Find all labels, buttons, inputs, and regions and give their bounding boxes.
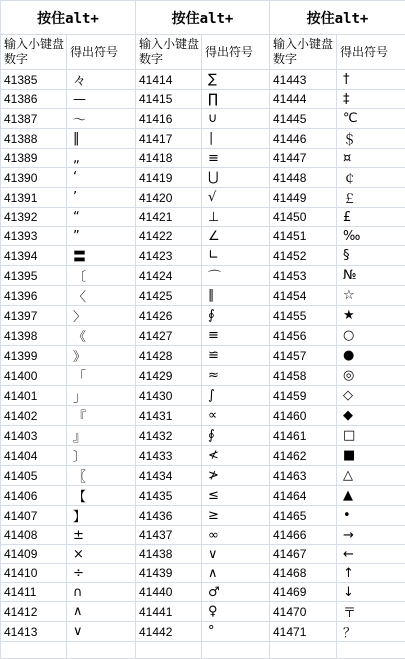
symbol-cell: 》 [67,346,136,366]
alt-code-cell: 41444 [270,90,337,109]
alt-code-cell: 41432 [136,426,202,446]
alt-code-cell: 41469 [270,583,337,602]
alt-code-cell: 41470 [270,602,337,622]
alt-code-cell: 41440 [136,583,202,602]
alt-code-cell: 41446 [270,129,337,149]
table-row [1,266,405,286]
symbol-cell: ≤ [202,486,270,506]
title-row [1,1,405,35]
code-column-header: 输入小键盘数字 [1,35,67,70]
alt-code-cell: 41418 [136,149,202,168]
table-row [1,506,405,526]
symbol-cell: ∨ [202,545,270,564]
alt-code-cell: 41471 [270,622,337,642]
symbol-cell: ○ [337,326,405,346]
table-row [1,526,405,545]
alt-code-cell: 41420 [136,188,202,208]
table-row [1,426,405,446]
alt-code-cell: 41419 [136,168,202,188]
alt-code-cell: 41415 [136,90,202,109]
symbol-cell: ∏ [202,90,270,109]
table-row [1,583,405,602]
group-title: 按住alt+ [270,1,405,35]
symbol-cell: ◎ [337,366,405,386]
alt-code-cell: 41459 [270,386,337,406]
symbol-cell: § [337,246,405,266]
alt-code-cell: 41427 [136,326,202,346]
table-row [1,446,405,466]
alt-code-cell: 41438 [136,545,202,564]
symbol-cell: ∠ [202,227,270,246]
alt-code-cell: 41433 [136,446,202,466]
alt-code-cell: 41441 [136,602,202,622]
symbol-cell: 『 [67,406,136,426]
alt-code-cell: 41401 [1,386,67,406]
table-row [1,366,405,386]
alt-code-cell: 41442 [136,622,202,642]
symbol-cell: ■ [337,446,405,466]
empty-cell [67,642,136,659]
alt-code-cell: 41391 [1,188,67,208]
alt-code-cell: 41468 [270,564,337,583]
alt-code-cell: 41387 [1,109,67,129]
alt-code-cell: 41436 [136,506,202,526]
table-row [1,386,405,406]
symbol-cell: ▲ [337,486,405,506]
symbol-cell: × [67,545,136,564]
symbol-cell: ＄ [337,129,405,149]
table-row [1,622,405,642]
symbol-cell: ± [67,526,136,545]
alt-code-cell: 41450 [270,208,337,227]
empty-cell [337,642,405,659]
symbol-cell: ∩ [67,583,136,602]
table-row [1,545,405,564]
empty-cell [202,642,270,659]
symbol-cell: ∑ [202,70,270,90]
symbol-cell: ” [67,227,136,246]
table-row [1,168,405,188]
symbol-cell: ≌ [202,346,270,366]
symbol-cell: ∞ [202,526,270,545]
alt-code-cell: 41460 [270,406,337,426]
alt-code-cell: 41398 [1,326,67,346]
alt-code-cell: 41421 [136,208,202,227]
alt-code-cell: 41411 [1,583,67,602]
symbol-cell: 《 [67,326,136,346]
alt-code-cell: 41392 [1,208,67,227]
symbol-cell: √ [202,188,270,208]
alt-code-cell: 41445 [270,109,337,129]
alt-code-cell: 41464 [270,486,337,506]
symbol-cell: 【 [67,486,136,506]
alt-code-cell: 41458 [270,366,337,386]
symbol-cell: ∣ [202,129,270,149]
alt-code-cell: 41447 [270,149,337,168]
alt-code-cell: 41403 [1,426,67,446]
alt-code-cell: 41457 [270,346,337,366]
alt-code-cell: 41452 [270,246,337,266]
table-row [1,602,405,622]
symbol-cell: ⋃ [202,168,270,188]
alt-code-cell: 41397 [1,306,67,326]
table-row [1,406,405,426]
symbol-cell: • [337,506,405,526]
alt-code-cell: 41405 [1,466,67,486]
symbol-cell: 々 [67,70,136,90]
symbol-cell: ≥ [202,506,270,526]
table-row [1,326,405,346]
symbol-cell: ～ [67,109,136,129]
symbol-cell: £ [337,208,405,227]
symbol-cell: ‡ [337,90,405,109]
alt-code-cell: 41399 [1,346,67,366]
table-row [1,109,405,129]
symbol-cell: ≈ [202,366,270,386]
group-title: 按住alt+ [136,1,270,35]
group-title: 按住alt+ [1,1,136,35]
symbol-cell: ∨ [67,622,136,642]
alt-code-cell: 41395 [1,266,67,286]
symbol-cell: ∮ [202,306,270,326]
alt-code-cell: 41396 [1,286,67,306]
empty-cell [136,642,202,659]
symbol-cell: ∟ [202,246,270,266]
table-row [1,306,405,326]
alt-code-cell: 41429 [136,366,202,386]
alt-code-cell: 41408 [1,526,67,545]
symbol-cell: ◆ [337,406,405,426]
table-row [1,208,405,227]
alt-code-cell: 41448 [270,168,337,188]
symbol-cell: 〉 [67,306,136,326]
empty-cell [270,642,337,659]
symbol-cell: ‘ [67,168,136,188]
alt-code-cell: 41428 [136,346,202,366]
alt-code-cell: 41456 [270,326,337,346]
symbol-cell: ♂ [202,583,270,602]
alt-code-cell: 41410 [1,564,67,583]
alt-code-cell: 41423 [136,246,202,266]
symbol-cell: ⊥ [202,208,270,227]
alt-code-cell: 41439 [136,564,202,583]
empty-row [1,642,405,659]
alt-code-cell: 41461 [270,426,337,446]
alt-code-cell: 41462 [270,446,337,466]
symbol-cell: ♀ [202,602,270,622]
symbol-cell: ¤ [337,149,405,168]
symbol-cell: ∝ [202,406,270,426]
alt-code-cell: 41425 [136,286,202,306]
alt-code-cell: 41386 [1,90,67,109]
symbol-cell: ∧ [202,564,270,583]
table-row [1,70,405,90]
symbol-cell: ？ [337,622,405,642]
symbol-cell: ￡ [337,188,405,208]
symbol-cell: 〔 [67,266,136,286]
symbol-cell: ÷ [67,564,136,583]
symbol-cell: ∪ [202,109,270,129]
symbol-cell: ● [337,346,405,366]
symbol-cell: → [337,526,405,545]
alt-code-cell: 41390 [1,168,67,188]
symbol-cell: ← [337,545,405,564]
alt-code-cell: 41402 [1,406,67,426]
alt-code-cell: 41449 [270,188,337,208]
alt-code-cell: 41416 [136,109,202,129]
alt-code-cell: 41393 [1,227,67,246]
alt-code-cell: 41414 [136,70,202,90]
symbol-cell: 〓 [67,246,136,266]
symbol-cell: ≯ [202,466,270,486]
symbol-cell: 」 [67,386,136,406]
symbol-cell: 】 [67,506,136,526]
table-row [1,149,405,168]
table-row [1,346,405,366]
alt-code-cell: 41417 [136,129,202,149]
symbol-cell: ↓ [337,583,405,602]
code-column-header: 输入小键盘数字 [136,35,202,70]
header-row [1,35,405,70]
symbol-cell: ◇ [337,386,405,406]
alt-code-cell: 41404 [1,446,67,466]
alt-code-cell: 41454 [270,286,337,306]
table-row [1,466,405,486]
alt-code-cell: 41388 [1,129,67,149]
symbol-cell: 「 [67,366,136,386]
symbol-cell: ‰ [337,227,405,246]
symbol-cell: ‖ [67,129,136,149]
alt-code-cell: 41422 [136,227,202,246]
symbol-column-header: 得出符号 [337,35,405,70]
alt-code-cell: 41389 [1,149,67,168]
symbol-cell: ℃ [337,109,405,129]
symbol-cell: 〖 [67,466,136,486]
alt-code-cell: 41385 [1,70,67,90]
symbol-cell: ∮ [202,426,270,446]
symbol-cell: △ [337,466,405,486]
alt-code-cell: 41463 [270,466,337,486]
table-row [1,129,405,149]
symbol-cell: 〒 [337,602,405,622]
symbol-cell: — [67,90,136,109]
symbol-cell: ° [202,622,270,642]
alt-code-cell: 41394 [1,246,67,266]
symbol-cell: † [337,70,405,90]
symbol-cell: 〕 [67,446,136,466]
symbol-cell: ￠ [337,168,405,188]
alt-code-cell: 41437 [136,526,202,545]
symbol-cell: ≮ [202,446,270,466]
symbol-column-header: 得出符号 [67,35,136,70]
alt-code-cell: 41451 [270,227,337,246]
table-row [1,564,405,583]
alt-code-cell: 41412 [1,602,67,622]
symbol-cell: ≡ [202,149,270,168]
alt-code-cell: 41465 [270,506,337,526]
symbol-cell: “ [67,208,136,227]
table-row [1,90,405,109]
empty-cell [1,642,67,659]
symbol-cell: 〈 [67,286,136,306]
symbol-cell: ’ [67,188,136,208]
symbol-cell: □ [337,426,405,446]
table-row [1,188,405,208]
alt-code-cell: 41466 [270,526,337,545]
alt-code-cell: 41435 [136,486,202,506]
alt-code-cell: 41434 [136,466,202,486]
alt-code-cell: 41407 [1,506,67,526]
table-row [1,227,405,246]
symbol-cell: № [337,266,405,286]
symbol-cell: ∥ [202,286,270,306]
symbol-cell: ⌒ [202,266,270,286]
alt-code-cell: 41455 [270,306,337,326]
symbol-column-header: 得出符号 [202,35,270,70]
alt-code-cell: 41424 [136,266,202,286]
symbol-cell: ∧ [67,602,136,622]
symbol-cell: ↑ [337,564,405,583]
alt-code-cell: 41467 [270,545,337,564]
alt-code-cell: 41413 [1,622,67,642]
alt-code-cell: 41443 [270,70,337,90]
symbol-cell: ≡ [202,326,270,346]
alt-code-cell: 41453 [270,266,337,286]
alt-code-cell: 41431 [136,406,202,426]
alt-code-cell: 41400 [1,366,67,386]
symbol-cell: ★ [337,306,405,326]
symbol-cell: ∫ [202,386,270,406]
alt-code-cell: 41426 [136,306,202,326]
table-row [1,486,405,506]
table-row [1,286,405,306]
alt-code-cell: 41406 [1,486,67,506]
code-column-header: 输入小键盘数字 [270,35,337,70]
alt-code-cell: 41409 [1,545,67,564]
alt-code-cell: 41430 [136,386,202,406]
symbol-cell: ☆ [337,286,405,306]
symbol-cell: „ [67,149,136,168]
symbol-cell: 』 [67,426,136,446]
table-row [1,246,405,266]
